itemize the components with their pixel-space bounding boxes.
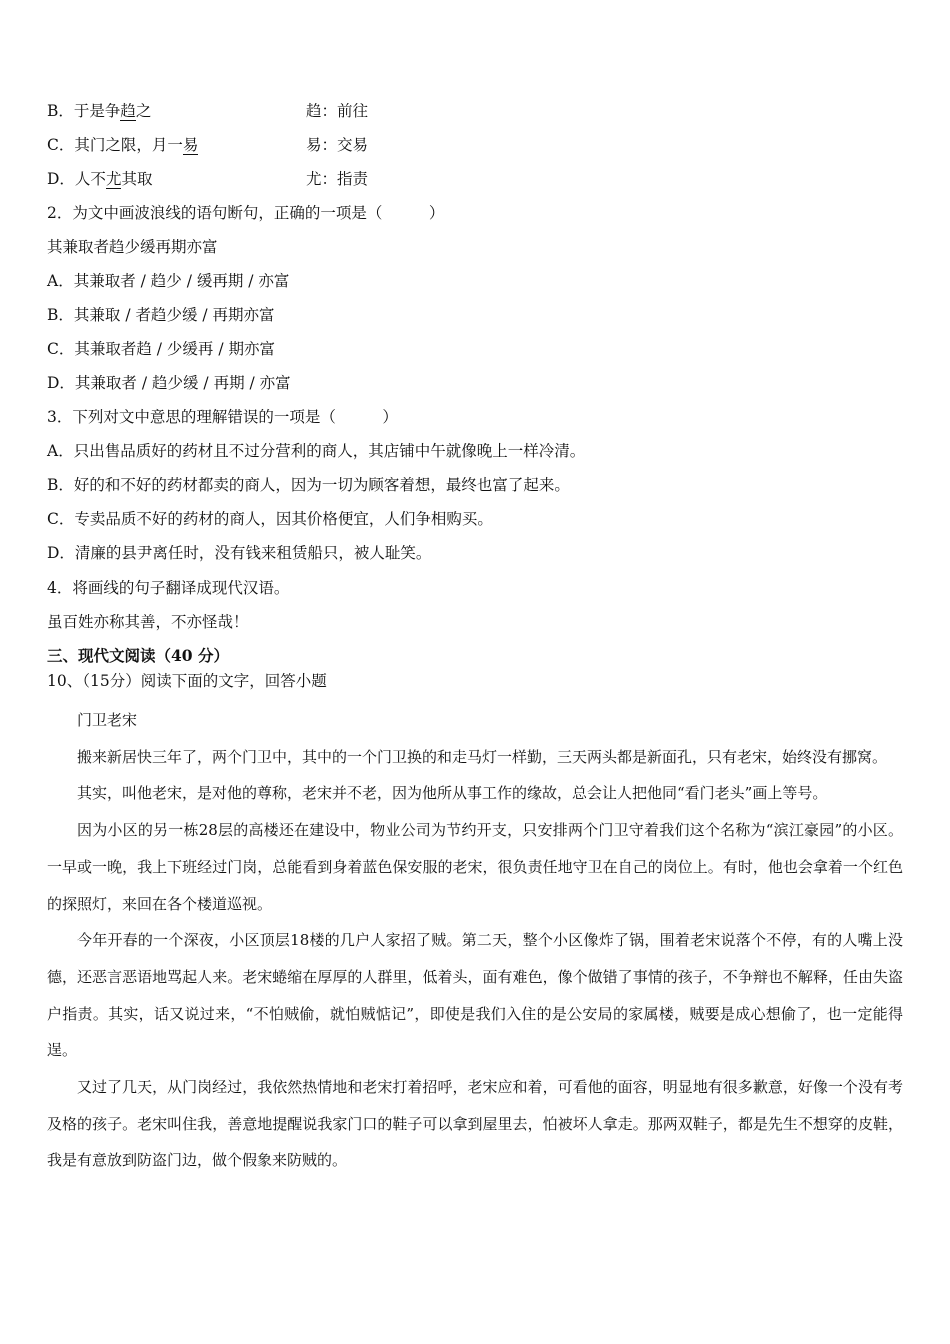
q1-option-c xyxy=(47,134,369,156)
question-2-option-d: D．其兼取者 / 趋少缓 / 再期 / 亦富 xyxy=(47,374,291,392)
q1-option-d xyxy=(47,168,369,190)
option-text: C．其门之限，月一 xyxy=(47,136,183,154)
section-3-heading: 三、现代文阅读（40 分） xyxy=(47,646,229,665)
marked-character: 趋 xyxy=(120,102,136,120)
question-2-option-b: B．其兼取 / 者趋少缓 / 再期亦富 xyxy=(47,306,275,324)
option-gloss: 易：交易 xyxy=(306,136,369,154)
option-text-tail: 其取 xyxy=(121,170,153,188)
reading-passage xyxy=(47,702,903,1179)
passage-paragraph: 今年开春的一个深夜，小区顶层18楼的几户人家招了贼。第二天，整个小区像炸了锅，围着老宋说落个不停，有的人嘴上没德，还恶言恶语地骂起人来。老宋蜷缩在厚厚的人群里，低着头，面有难色，像个做错了事情的孩子，不争辩也不解释，任由失盗户指责。其实，话又说过来，“不怕贼偷，就怕贼惦记”，即使是我们入住的是公安局的家属楼，贼要是成心想偷了，也一定能得逞。 xyxy=(47,931,903,1060)
question-2-option-c: C．其兼取者趋 / 少缓再 / 期亦富 xyxy=(47,340,276,358)
passage-paragraph: 因为小区的另一栋28层的高楼还在建设中，物业公司为节约开支，只安排两个门卫守着我们这个名称为“滨江豪园”的小区。一早或一晚，我上下班经过门岗，总能看到身着蓝色保安服的老宋，很负责任地守卫在自己的岗位上。有时，他也会拿着一个红色的探照灯，来回在各个楼道巡视。 xyxy=(47,821,903,913)
option-gloss: 趋：前往 xyxy=(306,102,369,120)
option-text-tail: 之 xyxy=(135,102,152,120)
question-3-stem: 3．下列对文中意思的理解错误的一项是（ ） xyxy=(47,408,398,426)
question-4-stem: 4．将画线的句子翻译成现代汉语。 xyxy=(47,579,290,597)
question-2-sentence: 其兼取者趋少缓再期亦富 xyxy=(47,238,218,256)
passage-paragraph: 其实，叫他老宋，是对他的尊称，老宋并不老，因为他所从事工作的缘故，总会让人把他同“看门老头”画上等号。 xyxy=(77,784,828,803)
question-3-option-b: B．好的和不好的药材都卖的商人，因为一切为顾客着想，最终也富了起来。 xyxy=(47,476,570,494)
q1-option-b xyxy=(47,100,369,122)
passage-title: 门卫老宋 xyxy=(77,711,138,729)
question-3-option-a: A．只出售品质好的药材且不过分营利的商人，其店铺中午就像晚上一样冷清。 xyxy=(47,442,586,460)
question-3-option-c: C．专卖品质不好的药材的商人，因其价格便宜，人们争相购买。 xyxy=(47,510,493,528)
option-text: D．人不 xyxy=(47,170,106,188)
marked-character: 尤 xyxy=(105,170,122,188)
option-gloss: 尤：指责 xyxy=(306,170,369,188)
passage-paragraph: 又过了几天，从门岗经过，我依然热情地和老宋打着招呼，老宋应和着，可看他的面容，明显地有很多歉意，好像一个没有考及格的孩子。老宋叫住我，善意地提醒说我家门口的鞋子可以拿到屋里去，怕被坏人拿走。那两双鞋子，都是先生不想穿的皮鞋，我是有意放到防盗门边，做个假象来防贼的。 xyxy=(47,1078,903,1170)
question-10-stem: 10、（15分）阅读下面的文字，回答小题 xyxy=(47,672,327,690)
question-2-option-a: A．其兼取者 / 趋少 / 缓再期 / 亦富 xyxy=(47,272,290,290)
option-text: B．于是争 xyxy=(47,102,121,120)
passage-paragraph: 搬来新居快三年了，两个门卫中，其中的一个门卫换的和走马灯一样勤，三天两头都是新面孔，只有老宋，始终没有挪窝。 xyxy=(77,747,888,766)
question-4-sentence: 虽百姓亦称其善，不亦怪哉！ xyxy=(47,613,249,631)
question-3-option-d: D．清廉的县尹离任时，没有钱来租赁船只，被人耻笑。 xyxy=(47,544,432,562)
question-2-stem: 2．为文中画波浪线的语句断句，正确的一项是（ ） xyxy=(47,204,445,222)
marked-character: 易 xyxy=(182,136,199,154)
